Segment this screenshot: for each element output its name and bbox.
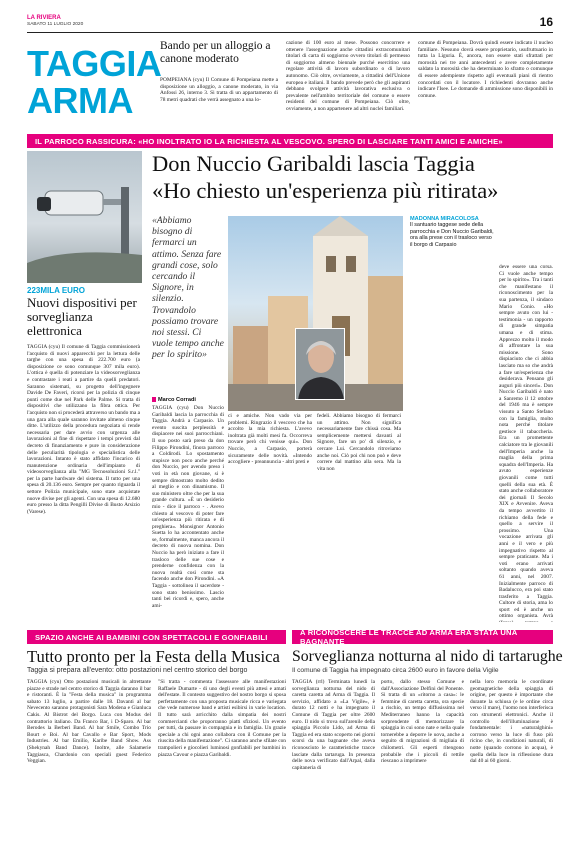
- bottom-left-col2: "Si tratta - commenta l'assessore alle manifestazioni Raffaele Dumarte - di uno degli eventi più attesi e amati dell'estate. Il contesto suggestivo del nostro borgo si sposa perfettamente con una proposta musicale ricca e variegata che vede numerose band e artisti esibirsi in varie location. Il tutto sarà arricchito dalla simpatia dei nostri commercianti che proporranno piatti sfiziosi. Un evento per tutti, da passare in compagnia e in famiglia. Un grazie speciale a chi ogni anno collabora con il Comune per la riuscita della manifestazione". Ci saranno anche sfilate con trampolieri e giocolieri luminosi gonfiabili per bambini in piazza Cavour e piazza Garibaldi.: [158, 679, 286, 758]
- camera-photo: [27, 151, 142, 283]
- bottom-right-col2: porto, dallo stesso Comune e dall'Associazione Delfini del Ponente. Si tratta di un «ritorno a casa»: le femmine di caretta caretta, ora specie a rischio, un tempo diffusissima nel Mediterraneo hanno la capacità sorprendente di memorizzare la spiaggia in cui sono nate e nella quale tornerebbe a deporre le uova, anche a seguito di migrazioni di migliaia di chilometri. Gli esperti ritengono probabile che i piccoli di rettile riescano a imprimere: [381, 679, 464, 765]
- byline-marker-icon: [152, 397, 156, 402]
- main-story-col-a: TAGGIA (cyu) Don Nuccio Garibaldi lascia la parrocchia di Taggia. Andrà a Carpasio. Un evento suscita perplessità e dispiacere nei suoi parrocchiani. Il suo posto sarà preso da don Filippo Pirondini, finora parroco a Coldirodi. Lo spostamento stupisce non poco anche perché don Nuccio, per avendo preso i voti in età non giovane, si è sempre dimostrato molto dedito al meglio e con dinamismo. Il suo ministero oltre che per la sua grande cultura. «È un desiderio mio - dice il parroco - . Avevo chiesto al vescovo di poter fare un'esperienza più ritirata e di preghiera». Monsignor Antonio Suetta lo ha accontentato anche se, formalmente, manca ancora il decreto di nuova nomina. Don Nuccio ha però iniziato a fare il trasloco delle sue cose e prenderne confidenza con la nuova realtà così come sta facendo anche don Pirondini. «A Taggia - sottolinea il sacerdote - sono stato benissimo. Lascio tanti bei ricordi e, spero, anche ami-: [152, 405, 224, 609]
- photo-caption-title: MADONNA MIRACOLOSA: [410, 216, 479, 222]
- section-title-line2: ARMA: [27, 80, 133, 121]
- side-story-headline: Nuovi dispositivi per sorveglianza elettronica: [27, 295, 137, 338]
- masthead: [27, 13, 553, 33]
- main-story-col-c: fedeli. Abbiamo bisogno di fermarci un attimo. Non significa necessariamente fare chissà cosa. Ma semplicemente mettersi davanti al Signore, fare un po' di silenzio, e cercare Lui. Cercandolo ritroviamo anche noi. Ciò poi chi non può e deve correre dal mattino alla sera. Ma la vita non: [317, 413, 401, 472]
- top-brief-col1: POMPEIANA (cyu) Il Comune di Pompeiana mette a disposizione un alloggio, a canone moderato, in via Anfossi 26, interno 3. Si tratta di un appartamento di 78 metri quadrati che verrà assegnato a una lo-: [160, 77, 278, 103]
- main-story-col-d-text: deve essere una corsa. Ci vuole anche tempo per lo spirito». Tra i tanti che manifestano il riconoscimento per la sua partenza, il sindaco Mario Conio. «Ho sempre avuto con lui - testimonia - un rapporto di grande simpatia umana e di stima. Apprezzo molto il modo di affrontare la sua missione. Sono dispiaciuto che ci abbia lasciato ma so che andrà a fare un'esperienza che desiderava. Pensano gli auguri più sinceri». Don Nuccio Garibaldi è nato a Sanremo il 12 ottobre del 1946 ma è sempre vissuto a Santo Stefano con la famiglia, molto nota perché titolare gestisce il tabaccheria. Era un promettente calciatore tra le giovanili dell'Imperia anche la maglia della prima squadra dell'Imperia. Ha avuto esperienze giovanili come tutti quelli della sua età. È stato anche collaboratore dei giornali Il Secolo XIX e Avvenire. Aveva da tempo avvertito il richiamo della fede e quello a servire il prossimo. Una vocazione arrivata gli anni e il vero e più impegnativo rispetto al sempre praticante. Ma i voti erano arrivati soltanto quando aveva 61 anni, nel 2007. Inizialmente parroco di Badalucco, era poi stato trasferito a Taggia. Cultore di storia, ama lo sport ed è anche un ottimo organista. Avrà: [499, 264, 553, 620]
- side-story-body: TAGGIA (cyu) Il comune di Taggia commissionerà l'acquisto di nuovi apparecchi per la lettura delle targhe con una spesa di 222.700 euro (a disposizione ce sono comunque 307 mila euro). L'ottica è quella di potenziare la videosorveglianza e contrastare i reati a partire da quelli predatori. Saranno sistemati, su progetto dell'ingegnere Davide De Faveri, ricorsi per la polizia di cinque punti come due nel Park delle Palme. Si tratta di dispositivi che utilizzano la fibra ottica. Per l'acquisto non si procederà attraverso un bando ma a una gara alla quale saranno invitate almeno cinque ditte. L'utilizzo della procedura negoziata si rende necessaria per dare avvio con urgenza alle lavorazioni al fine di rispettare i tempi previsti dal decreto di finanziamento e pure in considerazione delle peculiarità tipologia e specialistica delle lavorazioni. Intanto è stato affidato l'incarico di manutenzione ordinaria dell'impianto di videosorveglianza alla "MG Tecnosoluzioni S.r.l." per la parte hardware del sistema. Il tutto per una spesa di 20.136 euro. Sempre per quanto riguarda il settore Polizia municipale, sono state acquistate nuove divise per gli agenti. Con una spesa di 12.680 euro presso la ditta Pengilli Divise di Busto Arsizio (Varese).: [27, 344, 140, 515]
- top-brief: [160, 40, 553, 128]
- portrait-photo: [295, 328, 345, 400]
- side-story: [27, 286, 142, 626]
- main-subheadline: «Ho chiesto un'esperienza più ritirata»: [152, 178, 499, 203]
- main-banner: IL PARROCO RASSICURA: «HO INOLTRATO IO LA RICHIESTA AL VESCOVO. SPERO DI LASCIARE TANTI AMICI E AMICHE»: [27, 134, 553, 148]
- section-title-line1: TAGGIA: [27, 43, 162, 84]
- security-camera-icon: [27, 151, 142, 283]
- side-story-kicker: 223MILA EURO: [27, 286, 85, 295]
- byline: [152, 397, 196, 403]
- bottom-left-banner: SPAZIO ANCHE AI BAMBINI CON SPETTACOLI E GONFIABILI: [27, 630, 286, 644]
- bottom-right-col3: nella loro memoria le coordinate geomagnetiche della spiaggia di origine, per questo è importante che durante la schiusa (e le ordine circa verso il mare), l'uomo non interferisca con strumenti elettronici. Anche il controllo dell'illuminazione è fondamentale: i «naturalghini» corrono verso la luce di fuso più ricino che, in condizioni naturali, di notte (quando corrono in acqua), è quella della luce in riflessione dura dal 40 ai 60 giorni.: [470, 679, 553, 765]
- top-brief-headline: Bando per un alloggio a canone moderato: [160, 40, 271, 65]
- paper-name: LA RIVIERA: [27, 15, 61, 21]
- bottom-left-col1: TAGGIA (cyu) Otto postazioni musicali in altrettante piazze e strade nel centro storico di Taggia daranno il bar e ristoranti. È la "Festa della musica" in programma sabato 13 luglio, a partire dalle 18. Davanti al bar Nevecento saranno protagonisti Sara Modena e Gianluca Cakis. Al Bistrot del Borgo. Luca con Modus del contrattorio italiano. Da Franco Bar, i D-Sparo. Al bar Berodes la Berberi Band. Al bar Smile, Combo Trio Bourt e Boi. Al bar Cavallo e Bar Sport, Mods Industries. Al bar Emilio, Karibe Band Show. Ass (Shekynah Band Dance). Inoltre, alle Salamerie Taggiasca, Chardonio con speciali guest Federico Veggian.: [27, 679, 151, 765]
- top-brief-col2: cazione di 100 euro al mese. Possono concorrere e ottenere l'assegnazione anche cittadini extracomunitari titolari di carta di soggiorno ovvero titolari di permesso di soggiorno almeno biennale purché esercitino una regolare attività di lavoro subordinato o di lavoro autonomo. Ciò oltre, ovviamente, a cittadini dell'Unione europea e italiani. Il bando prevede però che gli aspiranti debbano svolgere attività lavorativa esclusiva o prevalente nell'ambito territoriale del comune o essere residenti del comune di Pompeiana. Ciò oltre, ovviamente, a non appartenere ad altri nuclei familiari.: [286, 40, 410, 112]
- bottom-left-subhead: Taggia si prepara all'evento: otto postazioni nel centro storico del borgo: [27, 667, 248, 674]
- pull-quote: «Abbiamo bisogno di fermarci un attimo. Senza fare grandi cose, solo cercando il Signore, in silenzio. Trovandolo possiamo trovare noi stessi. Ci vuole tempo anche per lo spirito»: [152, 215, 224, 361]
- byline-author: Marco Corradi: [158, 397, 196, 403]
- top-brief-col4: comune di Pompeiana. Dovrà quindi essere indicato il nucleo familiare. Nessuno dovrà essere proprietario, usufruttuario in tutta la Liguria. È, ancora, non essere stati sfrattati per morosità nei tre anni antecedenti e avere completamente saldato la morosità che ha determinato lo sfratto o comunque di essere adempiente rispetto agli eventuali piani di rientro concordati con il locatore. I richiedenti dovranno anche indicare l'Isee. Le domande di ammissione sono disponibili in comune.: [418, 40, 553, 99]
- main-headline: Don Nuccio Garibaldi lascia Taggia: [152, 151, 475, 176]
- page-number: 16: [539, 15, 553, 29]
- bottom-right-headline: Sorveglianza notturna al nido di tartarughe: [292, 648, 563, 665]
- photo-caption-text: Il santuario taggese sede della parrocchia e Don Nuccio Garibaldi, ora alla prese con il trasloco verso il borgo di Carpasio: [410, 222, 494, 248]
- bottom-right-subhead: Il comune di Taggia ha impegnato circa 2600 euro in favore della Vigile: [292, 667, 499, 674]
- bottom-left-headline: Tutto pronto per la Festa della Musica: [27, 647, 280, 666]
- priest-portrait-icon: [296, 329, 345, 400]
- issue-date: SABATO 11 LUGLIO 2020: [27, 22, 84, 27]
- section-title: [27, 43, 162, 121]
- bottom-right-banner: A RICONOSCERE LE TRACCE AD ARMA ERA STATA UNA BAGNANTE: [292, 630, 553, 644]
- main-story-col-b: ci e amiche. Non vado via per problemi. Ringrazio il vescovo che ha accolto la mia richiesta. L'avevo inoltrata già molti mesi fa. Occorreva trovare però chi venisse qui». Don Nuccio, a Carpasio, porterà sicuramente delle novità. «Intendo accogliere - preannuncia - altri preti e: [228, 413, 312, 466]
- bottom-right-col1: TAGGIA (rrl) Terminata lunedì la sorveglianza notturna del nido di caretta caretta ad Arma di Taggia. Il servizio, affidato a «La Vigile», è durato 12 notti e ha impegnato il Comune di Taggia per oltre 2600 euro. Il nido si trova sull'arenile della spiaggia Piccolo Lido, ad Arma di Taggia ed era stato scoperto nei giorni scorsi da una bagnante che aveva riconosciuto le caratteristiche tracce lasciate dalla tartaruga. In presenza delle nova verificato dall'Arpal, dalla capitaneria di: [292, 679, 375, 771]
